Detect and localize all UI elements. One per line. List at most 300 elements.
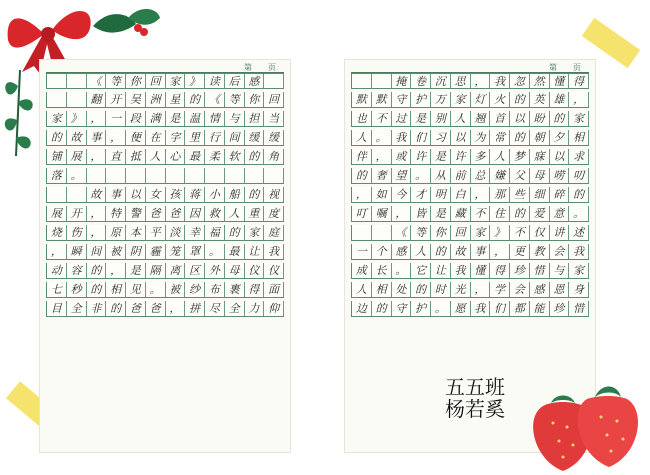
grid-cell: 嘱: [372, 206, 392, 221]
grid-cell: 不: [372, 111, 392, 126]
grid-cell: 视: [264, 187, 284, 202]
grid-cell: 落: [47, 168, 67, 183]
grid-cell: 人: [146, 149, 166, 164]
grid-cell: 拼: [185, 301, 205, 316]
grid-cell: 皆: [411, 206, 431, 221]
grid-cell: 家: [245, 225, 265, 240]
grid-cell: 守: [392, 301, 412, 316]
grid-cell: 小: [205, 187, 225, 202]
grid-cell: 们: [411, 130, 431, 145]
grid-cell: 警: [126, 206, 146, 221]
grid-cell: [205, 168, 225, 183]
right-page-line: [351, 301, 589, 317]
grid-cell: 如: [372, 187, 392, 202]
grid-cell: 满: [146, 111, 166, 126]
left-writing-grid: [46, 72, 284, 320]
grid-cell: 是: [166, 111, 186, 126]
grid-cell: [87, 168, 107, 183]
grid-cell: [225, 168, 245, 183]
grid-cell: 不: [510, 225, 530, 240]
left-page-line: [46, 130, 284, 146]
student-name: 杨若奚: [445, 397, 505, 421]
grid-cell: 雄: [550, 92, 570, 107]
right-page-line: [351, 149, 589, 165]
grid-cell: ，: [392, 206, 412, 221]
grid-cell: 思: [451, 74, 471, 88]
grid-cell: 开: [67, 206, 87, 221]
grid-cell: 常: [490, 130, 510, 145]
grid-cell: 细: [530, 187, 550, 202]
grid-cell: 。: [205, 244, 225, 259]
left-page-line: [46, 187, 284, 203]
grid-cell: 感: [392, 244, 412, 259]
grid-cell: 多: [471, 149, 491, 164]
grid-cell: 人: [490, 149, 510, 164]
grid-cell: 从: [431, 168, 451, 183]
grid-cell: 故: [451, 244, 471, 259]
grid-cell: 担: [245, 111, 265, 126]
grid-cell: 笼: [166, 244, 186, 259]
grid-cell: 铺: [47, 149, 67, 164]
grid-cell: 与: [550, 263, 570, 278]
grid-cell: 火: [490, 92, 510, 107]
grid-cell: 仰: [264, 301, 284, 316]
grid-cell: 的: [185, 92, 205, 107]
grid-cell: 的: [569, 187, 589, 202]
grid-cell: 庭: [264, 225, 284, 240]
grid-cell: 爸: [166, 206, 186, 221]
grid-cell: 当: [264, 111, 284, 126]
grid-cell: 心: [166, 149, 186, 164]
grid-cell: 白: [451, 187, 471, 202]
grid-cell: 然: [530, 74, 550, 88]
grid-cell: 一: [352, 244, 372, 259]
grid-cell: 《: [205, 92, 225, 107]
grid-cell: 》: [185, 74, 205, 88]
grid-cell: 守: [392, 92, 412, 107]
grid-cell: [372, 225, 392, 240]
grid-cell: 护: [411, 92, 431, 107]
grid-cell: 离: [166, 263, 186, 278]
grid-cell: 的: [510, 130, 530, 145]
grid-cell: 》: [490, 225, 510, 240]
grid-cell: 阴: [126, 244, 146, 259]
grid-cell: 幸: [185, 225, 205, 240]
grid-cell: 家: [451, 92, 471, 107]
grid-cell: 瞬: [67, 244, 87, 259]
grid-cell: 时: [431, 282, 451, 297]
grid-cell: 掩: [392, 74, 412, 88]
grid-cell: 事: [106, 187, 126, 202]
grid-cell: 首: [490, 111, 510, 126]
grid-cell: 叨: [569, 168, 589, 183]
grid-cell: 都: [510, 301, 530, 316]
grid-cell: 更: [510, 244, 530, 259]
grid-cell: 惜: [569, 301, 589, 316]
grid-cell: 孩: [166, 187, 186, 202]
grid-cell: 的: [245, 187, 265, 202]
grid-cell: 或: [392, 149, 412, 164]
grid-cell: 懂: [550, 74, 570, 88]
grid-cell: [264, 168, 284, 183]
grid-cell: 回: [264, 92, 284, 107]
grid-cell: ，: [471, 187, 491, 202]
right-page-line: [351, 263, 589, 279]
grid-cell: ，: [569, 92, 589, 107]
grid-cell: 爸: [146, 206, 166, 221]
grid-cell: 唠: [550, 168, 570, 183]
grid-cell: 目: [47, 301, 67, 316]
grid-cell: 述: [569, 225, 589, 240]
grid-cell: ，: [87, 149, 107, 164]
grid-cell: 蒋: [185, 187, 205, 202]
grid-cell: [185, 168, 205, 183]
grid-cell: 。: [411, 168, 431, 183]
grid-cell: [352, 74, 372, 88]
grid-cell: 抵: [126, 149, 146, 164]
grid-cell: [67, 74, 87, 88]
grid-cell: 今: [392, 187, 412, 202]
grid-cell: 缓: [245, 130, 265, 145]
grid-cell: 仪: [264, 263, 284, 278]
grid-cell: 洲: [146, 92, 166, 107]
grid-cell: 别: [431, 111, 451, 126]
grid-cell: 长: [372, 263, 392, 278]
grid-cell: 光: [451, 282, 471, 297]
grid-cell: 你: [431, 225, 451, 240]
left-page-line: [46, 149, 284, 165]
grid-cell: 爸: [126, 301, 146, 316]
grid-cell: 们: [490, 301, 510, 316]
grid-cell: 容: [67, 263, 87, 278]
grid-cell: 才: [411, 187, 431, 202]
grid-cell: 灯: [471, 92, 491, 107]
grid-cell: 福: [205, 225, 225, 240]
grid-cell: 过: [392, 111, 412, 126]
class-name: 五五班: [445, 375, 505, 399]
grid-cell: 被: [166, 282, 186, 297]
grid-cell: 在: [146, 130, 166, 145]
grid-cell: 沉: [431, 74, 451, 88]
grid-cell: 人: [352, 130, 372, 145]
left-page-line: [46, 225, 284, 241]
grid-cell: 明: [431, 187, 451, 202]
grid-cell: 家: [569, 263, 589, 278]
left-page-line: [46, 263, 284, 279]
grid-cell: 让: [245, 244, 265, 259]
grid-cell: 的: [225, 225, 245, 240]
grid-cell: 事: [87, 130, 107, 145]
grid-cell: 回: [146, 74, 166, 88]
page-number-label: 第 页: [244, 63, 276, 72]
grid-cell: 会: [510, 282, 530, 297]
grid-cell: [47, 187, 67, 202]
grid-cell: 住: [490, 206, 510, 221]
grid-cell: 的: [352, 168, 372, 183]
grid-cell: [352, 225, 372, 240]
left-page-line: [46, 206, 284, 222]
grid-cell: 故: [87, 187, 107, 202]
grid-cell: 行: [205, 130, 225, 145]
right-page-line: [351, 130, 589, 146]
grid-cell: 人: [451, 111, 471, 126]
grid-cell: 你: [245, 92, 265, 107]
grid-cell: 的: [411, 282, 431, 297]
grid-cell: 梦: [510, 149, 530, 164]
grid-cell: 我: [392, 130, 412, 145]
grid-cell: 会: [550, 244, 570, 259]
right-page-line: [351, 225, 589, 241]
grid-cell: 那: [490, 187, 510, 202]
grid-cell: ，: [87, 225, 107, 240]
right-page-line: [351, 206, 589, 222]
grid-cell: 些: [510, 187, 530, 202]
grid-cell: 《: [87, 74, 107, 88]
grid-cell: 。: [569, 206, 589, 221]
grid-cell: 星: [166, 92, 186, 107]
grid-cell: 夕: [550, 130, 570, 145]
grid-cell: 珍: [550, 301, 570, 316]
grid-cell: 间: [87, 244, 107, 259]
grid-cell: 父: [510, 168, 530, 183]
grid-cell: [126, 168, 146, 183]
grid-cell: 英: [530, 92, 550, 107]
grid-cell: 后: [225, 74, 245, 88]
grid-cell: 。: [372, 130, 392, 145]
grid-cell: ，: [352, 187, 372, 202]
grid-cell: 默: [352, 92, 372, 107]
grid-cell: 回: [451, 225, 471, 240]
grid-cell: 布: [205, 282, 225, 297]
grid-cell: 朝: [530, 130, 550, 145]
grid-cell: 珍: [510, 263, 530, 278]
grid-cell: 见: [126, 282, 146, 297]
grid-cell: 恩: [550, 282, 570, 297]
left-page: [40, 60, 290, 452]
grid-cell: 边: [352, 301, 372, 316]
holly-branch-icon: [2, 68, 37, 158]
grid-cell: 懂: [471, 263, 491, 278]
grid-cell: 以: [510, 111, 530, 126]
grid-cell: 个: [372, 244, 392, 259]
grid-cell: 相: [106, 282, 126, 297]
grid-cell: 里: [185, 130, 205, 145]
grid-cell: ，: [87, 111, 107, 126]
grid-cell: 字: [166, 130, 186, 145]
grid-cell: 展: [47, 206, 67, 221]
grid-cell: 吴: [126, 92, 146, 107]
page-number-label: 第 页: [549, 63, 581, 72]
grid-cell: 等: [106, 74, 126, 88]
grid-cell: 是: [431, 149, 451, 164]
grid-cell: 纱: [185, 282, 205, 297]
grid-cell: 一: [106, 111, 126, 126]
grid-cell: 救: [205, 206, 225, 221]
grid-cell: 动: [47, 263, 67, 278]
grid-cell: 外: [205, 263, 225, 278]
grid-cell: 爸: [146, 301, 166, 316]
grid-cell: 教: [530, 244, 550, 259]
grid-cell: 相: [569, 130, 589, 145]
grid-cell: 卷: [411, 74, 431, 88]
left-page-line: [46, 111, 284, 127]
grid-cell: ，: [47, 244, 67, 259]
grid-cell: ，: [106, 130, 126, 145]
left-page-line: [46, 244, 284, 260]
grid-cell: 叮: [352, 206, 372, 221]
grid-cell: 》: [67, 111, 87, 126]
grid-cell: 人: [411, 244, 431, 259]
grid-cell: 成: [352, 263, 372, 278]
grid-cell: 人: [225, 206, 245, 221]
grid-cell: 忽: [510, 74, 530, 88]
grid-cell: 得: [490, 263, 510, 278]
grid-cell: 罩: [185, 244, 205, 259]
grid-cell: 翻: [87, 92, 107, 107]
grid-cell: 是: [411, 111, 431, 126]
grid-cell: 面: [264, 282, 284, 297]
grid-cell: 处: [392, 282, 412, 297]
grid-cell: 许: [411, 149, 431, 164]
grid-cell: 度: [264, 206, 284, 221]
grid-cell: 读: [205, 74, 225, 88]
grid-cell: 万: [431, 92, 451, 107]
grid-cell: 平: [146, 225, 166, 240]
right-page-line: [351, 168, 589, 184]
grid-cell: 的: [372, 301, 392, 316]
grid-cell: 被: [106, 244, 126, 259]
grid-cell: 学: [490, 282, 510, 297]
grid-cell: 意: [550, 206, 570, 221]
grid-cell: 直: [106, 149, 126, 164]
grid-cell: 秒: [67, 282, 87, 297]
right-page-line: [351, 187, 589, 203]
grid-cell: 伤: [67, 225, 87, 240]
grid-cell: 相: [372, 282, 392, 297]
grid-cell: 的: [47, 130, 67, 145]
grid-cell: 开: [106, 92, 126, 107]
grid-cell: 船: [225, 187, 245, 202]
grid-cell: 温: [185, 111, 205, 126]
grid-cell: 隔: [146, 263, 166, 278]
right-writing-grid: [351, 72, 589, 320]
grid-cell: 求: [569, 149, 589, 164]
grid-cell: 。: [431, 301, 451, 316]
grid-cell: 家: [47, 111, 67, 126]
grid-cell: 爱: [530, 206, 550, 221]
grid-cell: 我: [569, 244, 589, 259]
grid-cell: [67, 187, 87, 202]
grid-cell: 翘: [471, 111, 491, 126]
grid-cell: ，: [87, 206, 107, 221]
right-page-line: [351, 92, 589, 108]
right-page-line: [351, 244, 589, 260]
grid-cell: 母: [530, 168, 550, 183]
grid-cell: 不: [471, 206, 491, 221]
grid-cell: [106, 168, 126, 183]
grid-cell: [264, 74, 284, 88]
grid-cell: ，: [471, 282, 491, 297]
grid-cell: 为: [471, 130, 491, 145]
grid-cell: 区: [185, 263, 205, 278]
grid-cell: ，: [106, 263, 126, 278]
grid-cell: [245, 168, 265, 183]
grid-cell: 仅: [530, 225, 550, 240]
grid-cell: 特: [106, 206, 126, 221]
grid-cell: 等: [411, 225, 431, 240]
grid-cell: 讲: [550, 225, 570, 240]
right-page-line: [351, 111, 589, 127]
grid-cell: 尽: [205, 301, 225, 316]
grid-cell: 得: [569, 74, 589, 88]
grid-cell: [372, 74, 392, 88]
grid-cell: 《: [392, 225, 412, 240]
left-page-line: [46, 168, 284, 184]
grid-cell: 家: [569, 111, 589, 126]
signature: [420, 376, 530, 420]
grid-cell: 你: [126, 74, 146, 88]
grid-cell: 母: [225, 263, 245, 278]
grid-cell: 烧: [47, 225, 67, 240]
grid-cell: 的: [245, 149, 265, 164]
grid-cell: 七: [47, 282, 67, 297]
grid-cell: 裹: [225, 282, 245, 297]
grid-cell: 女: [146, 187, 166, 202]
grid-cell: 总: [471, 168, 491, 183]
grid-cell: 事: [471, 244, 491, 259]
right-page-line: [351, 282, 589, 298]
page-gutter: [298, 60, 338, 452]
grid-cell: 是: [126, 263, 146, 278]
grid-cell: 嫌: [490, 168, 510, 183]
grid-cell: 默: [372, 92, 392, 107]
grid-cell: 以: [126, 187, 146, 202]
grid-cell: 。: [67, 168, 87, 183]
grid-cell: 角: [264, 149, 284, 164]
grid-cell: 藏: [451, 206, 471, 221]
grid-cell: 力: [245, 301, 265, 316]
grid-cell: 碎: [550, 187, 570, 202]
grid-cell: 人: [352, 282, 372, 297]
grid-cell: 全: [225, 301, 245, 316]
grid-cell: 。: [392, 263, 412, 278]
grid-cell: 非: [87, 301, 107, 316]
grid-cell: 软: [225, 149, 245, 164]
grid-cell: 的: [510, 206, 530, 221]
left-page-line: [46, 73, 284, 89]
grid-cell: 以: [451, 130, 471, 145]
grid-cell: 展: [67, 149, 87, 164]
grid-cell: 的: [550, 111, 570, 126]
grid-cell: 以: [550, 149, 570, 164]
grid-cell: 我: [490, 74, 510, 88]
grid-cell: 本: [126, 225, 146, 240]
grid-cell: 寐: [530, 149, 550, 164]
holly-leaves-icon: [88, 4, 163, 44]
grid-cell: 段: [126, 111, 146, 126]
grid-cell: ，: [471, 74, 491, 88]
grid-cell: 缓: [264, 130, 284, 145]
grid-cell: 感: [530, 282, 550, 297]
grid-cell: 霾: [146, 244, 166, 259]
grid-cell: 望: [392, 168, 412, 183]
grid-cell: 我: [451, 263, 471, 278]
grid-cell: 盼: [530, 111, 550, 126]
grid-cell: 的: [87, 282, 107, 297]
grid-cell: 淡: [166, 225, 186, 240]
grid-cell: 情: [205, 111, 225, 126]
grid-cell: 护: [411, 301, 431, 316]
